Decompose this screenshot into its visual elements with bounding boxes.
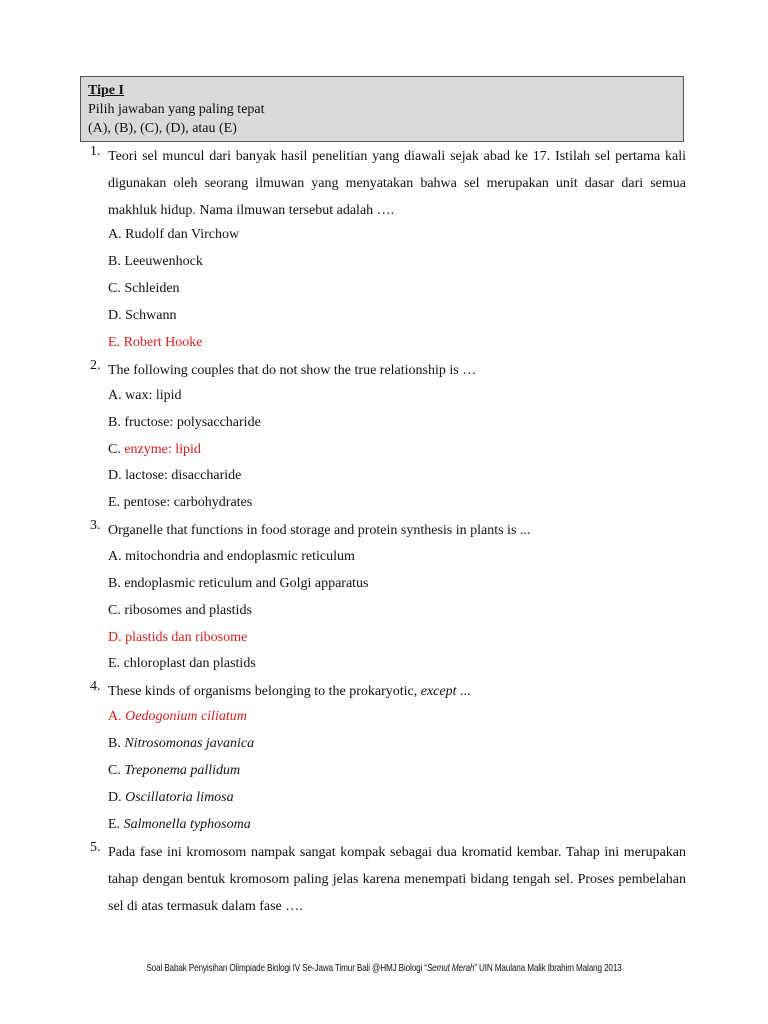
- question-number: 5.: [90, 840, 101, 855]
- q3-option-d-answer: D. plastids dan ribosome: [108, 630, 248, 645]
- instruction-line-2: (A), (B), (C), (D), atau (E): [88, 121, 237, 136]
- q3-option-e: E. chloroplast dan plastids: [108, 656, 256, 671]
- q1-option-a: A. Rudolf dan Virchow: [108, 227, 240, 242]
- q1-option-d: D. Schwann: [108, 308, 177, 323]
- q4-option-a-answer: A. Oedogonium ciliatum: [108, 709, 247, 724]
- q1-option-c: C. Schleiden: [108, 281, 180, 296]
- q2-option-a: A. wax: lipid: [108, 388, 182, 403]
- page-footer: Soal Babak Penyisihan Olimpiade Biologi IV Se-Jawa Timur Bali @HMJ Biologi “Semut Merah” UIN Maulana Malik Ibrahim Malang 2013: [146, 962, 622, 974]
- q2-option-e: E. pentose: carbohydrates: [108, 495, 253, 510]
- q4-option-e: E. Salmonella typhosoma: [108, 817, 251, 832]
- q2-option-d: D. lactose: disaccharide: [108, 468, 242, 483]
- question-stem: Teori sel muncul dari banyak hasil penelitian yang diawali sejak abad ke 17. Istilah sel pertama kali digunakan oleh seorang ilmuwan yang menyatakan bahwa sel merupakan unit dasar dari semua makhluk hidup. Nama ilmuwan tersebut adalah ….: [108, 149, 686, 218]
- instruction-box: [80, 76, 684, 142]
- question-1: [90, 144, 686, 224]
- q2-option-c-answer: C. enzyme: lipid: [108, 442, 201, 457]
- footer-emphasis: Semut Merah: [426, 962, 475, 974]
- question-stem: The following couples that do not show the true relationship is …: [108, 363, 477, 378]
- question-stem: Pada fase ini kromosom nampak sangat kompak sebagai dua kromatid kembar. Tahap ini merupakan tahap dengan bentuk kromosom paling jelas karena menempati bidang tengah sel. Proses pembelahan sel di atas termasuk dalam fase ….: [108, 845, 686, 914]
- except-emphasis: except: [420, 684, 457, 699]
- question-2: [90, 358, 686, 385]
- question-3: [90, 518, 686, 545]
- q4-option-d: D. Oscillatoria limosa: [108, 790, 234, 805]
- q1-option-b: B. Leeuwenhock: [108, 254, 203, 269]
- question-number: 2.: [90, 358, 101, 373]
- question-5: [90, 840, 686, 920]
- instruction-line-1: Pilih jawaban yang paling tepat: [88, 102, 265, 117]
- q1-option-e-answer: E. Robert Hooke: [108, 335, 203, 350]
- section-title: Tipe I: [88, 83, 124, 98]
- q3-option-c: C. ribosomes and plastids: [108, 603, 252, 618]
- question-number: 4.: [90, 679, 101, 694]
- q3-option-b: B. endoplasmic reticulum and Golgi apparatus: [108, 576, 369, 591]
- question-number: 1.: [90, 144, 101, 159]
- question-stem: These kinds of organisms belonging to the prokaryotic, except ...: [108, 684, 471, 699]
- question-4: [90, 679, 686, 706]
- q4-option-c: C. Treponema pallidum: [108, 763, 241, 778]
- question-stem: Organelle that functions in food storage and protein synthesis in plants is ...: [108, 523, 531, 538]
- q4-option-b: B. Nitrosomonas javanica: [108, 736, 255, 751]
- q3-option-a: A. mitochondria and endoplasmic reticulum: [108, 549, 355, 564]
- q2-option-b: B. fructose: polysaccharide: [108, 415, 261, 430]
- question-number: 3.: [90, 518, 101, 533]
